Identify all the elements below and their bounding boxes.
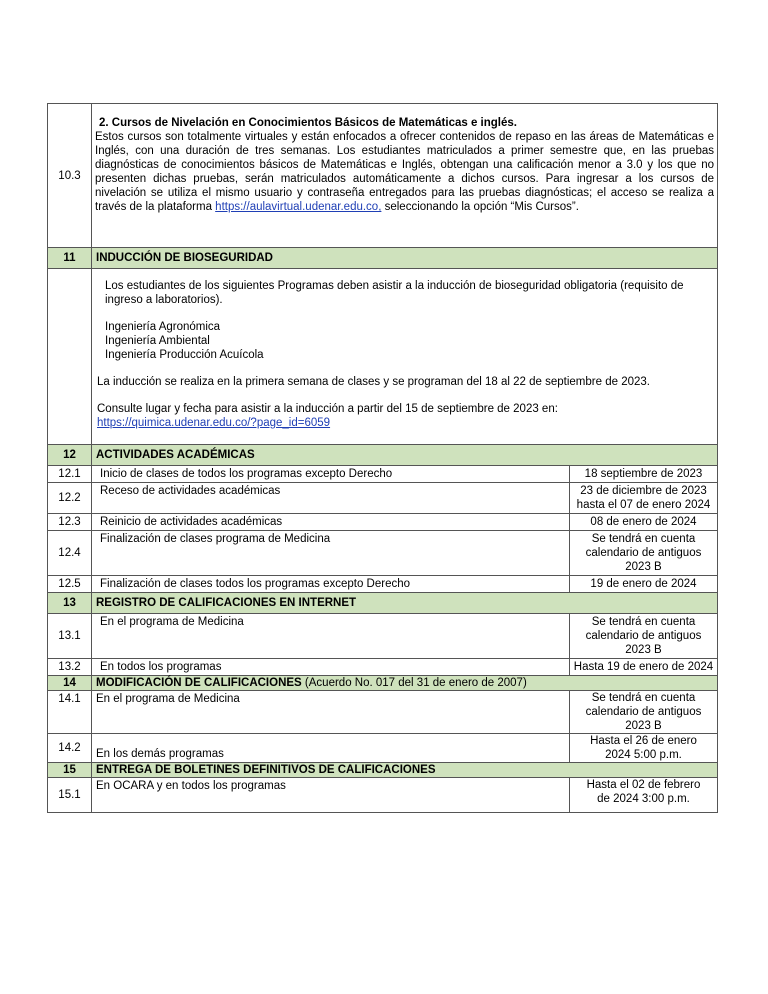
date-cell: Se tendrá en cuenta calendario de antiguos 2023 B <box>570 531 718 576</box>
date-cell: Se tendrá en cuenta calendario de antiguos 2023 B <box>570 691 718 734</box>
table-row <box>48 614 718 659</box>
date-cell: Se tendrá en cuenta calendario de antiguos 2023 B <box>570 614 718 659</box>
section-title: MODIFICACIÓN DE CALIFICACIONES (Acuerdo No. 017 del 31 de enero de 2007) <box>92 676 718 691</box>
section-number: 12 <box>48 445 92 466</box>
section-title: ACTIVIDADES ACADÉMICAS <box>92 445 718 466</box>
course-heading: 2. Cursos de Nivelación en Conocimientos Básicos de Matemáticas e inglés. <box>99 117 517 129</box>
row-number: 12.5 <box>48 576 92 593</box>
section-number: 14 <box>48 676 92 691</box>
row-number: 10.3 <box>48 104 92 248</box>
table-row <box>48 269 718 445</box>
activity-cell: En todos los programas <box>92 659 570 676</box>
biosafety-intro: Los estudiantes de los siguientes Programas deben asistir a la inducción de bioseguridad obligatoria (requisito de ingreso a laboratorios). <box>105 280 684 306</box>
section-title: INDUCCIÓN DE BIOSEGURIDAD <box>92 248 718 269</box>
date-cell: 19 de enero de 2024 <box>570 576 718 593</box>
section-title: REGISTRO DE CALIFICACIONES EN INTERNET <box>92 593 718 614</box>
activity-cell: En los demás programas <box>92 734 570 763</box>
row-number: 12.2 <box>48 483 92 514</box>
program-item: Ingeniería Producción Acuícola <box>105 349 264 361</box>
table-row <box>48 483 718 514</box>
activity-cell: Finalización de clases todos los programas excepto Derecho <box>92 576 570 593</box>
date-cell: Hasta el 02 de febrero de 2024 3:00 p.m. <box>570 778 718 813</box>
section-header <box>48 593 718 614</box>
date-cell: 18 septiembre de 2023 <box>570 466 718 483</box>
section-header <box>48 676 718 691</box>
row-number: 12.4 <box>48 531 92 576</box>
activity-cell: En OCARA y en todos los programas <box>92 778 570 813</box>
section-header <box>48 248 718 269</box>
course-description: Estos cursos son totalmente virtuales y están enfocados a ofrecer contenidos de repaso en las áreas de Matemáticas e Inglés, con una duración de tres semanas. Los estudiantes matriculados a primer semestre que, en las pruebas diagnósticas de conocimientos básicos de Matemáticas e Inglés, obtengan una calificación menor a 3.0 y los que no presenten dichas pruebas, serán matriculados automáticamente a dichos cursos. Para ingresar a los cursos de nivelación se utiliza el mismo usuario y contraseña entregados para las pruebas diagnósticas; el acceso se realiza a través de la plataforma https://aulavirtual.udenar.edu.co, seleccionando la opción “Mis Cursos”. <box>95 131 714 213</box>
section-number: 11 <box>48 248 92 269</box>
table-row <box>48 104 718 248</box>
date-cell: Hasta el 26 de enero 2024 5:00 p.m. <box>570 734 718 763</box>
section-header <box>48 763 718 778</box>
date-cell: Hasta 19 de enero de 2024 <box>570 659 718 676</box>
row-number: 14.2 <box>48 734 92 763</box>
row-number: 12.1 <box>48 466 92 483</box>
activity-cell: Inicio de clases de todos los programas excepto Derecho <box>92 466 570 483</box>
activity-cell: Reinicio de actividades académicas <box>92 514 570 531</box>
table-row <box>48 778 718 813</box>
consult-text: Consulte lugar y fecha para asistir a la inducción a partir del 15 de septiembre de 2023 en: <box>97 403 558 415</box>
academic-calendar-table <box>47 103 718 813</box>
section-number: 15 <box>48 763 92 778</box>
section-title: ENTREGA DE BOLETINES DEFINITIVOS DE CALIFICACIONES <box>92 763 718 778</box>
table-row <box>48 691 718 734</box>
activity-cell: Finalización de clases programa de Medicina <box>92 531 570 576</box>
table-row <box>48 734 718 763</box>
row-number: 13.2 <box>48 659 92 676</box>
activity-cell: En el programa de Medicina <box>92 614 570 659</box>
row-number: 12.3 <box>48 514 92 531</box>
induction-text: La inducción se realiza en la primera semana de clases y se programan del 18 al 22 de septiembre de 2023. <box>97 376 650 388</box>
table-row <box>48 576 718 593</box>
activity-cell: Receso de actividades académicas <box>92 483 570 514</box>
aulavirtual-link[interactable]: https://aulavirtual.udenar.edu.co, <box>215 201 382 213</box>
table-row <box>48 514 718 531</box>
row-number: 14.1 <box>48 691 92 734</box>
program-item: Ingeniería Agronómica <box>105 321 221 333</box>
table-row <box>48 531 718 576</box>
table-row <box>48 659 718 676</box>
activity-cell: En el programa de Medicina <box>92 691 570 734</box>
quimica-link[interactable]: https://quimica.udenar.edu.co/?page_id=6059 <box>97 417 331 429</box>
program-item: Ingeniería Ambiental <box>105 335 210 347</box>
table-row <box>48 466 718 483</box>
row-number: 13.1 <box>48 614 92 659</box>
section-number: 13 <box>48 593 92 614</box>
date-cell: 23 de diciembre de 2023 hasta el 07 de enero 2024 <box>570 483 718 514</box>
date-cell: 08 de enero de 2024 <box>570 514 718 531</box>
section-header <box>48 445 718 466</box>
row-number: 15.1 <box>48 778 92 813</box>
